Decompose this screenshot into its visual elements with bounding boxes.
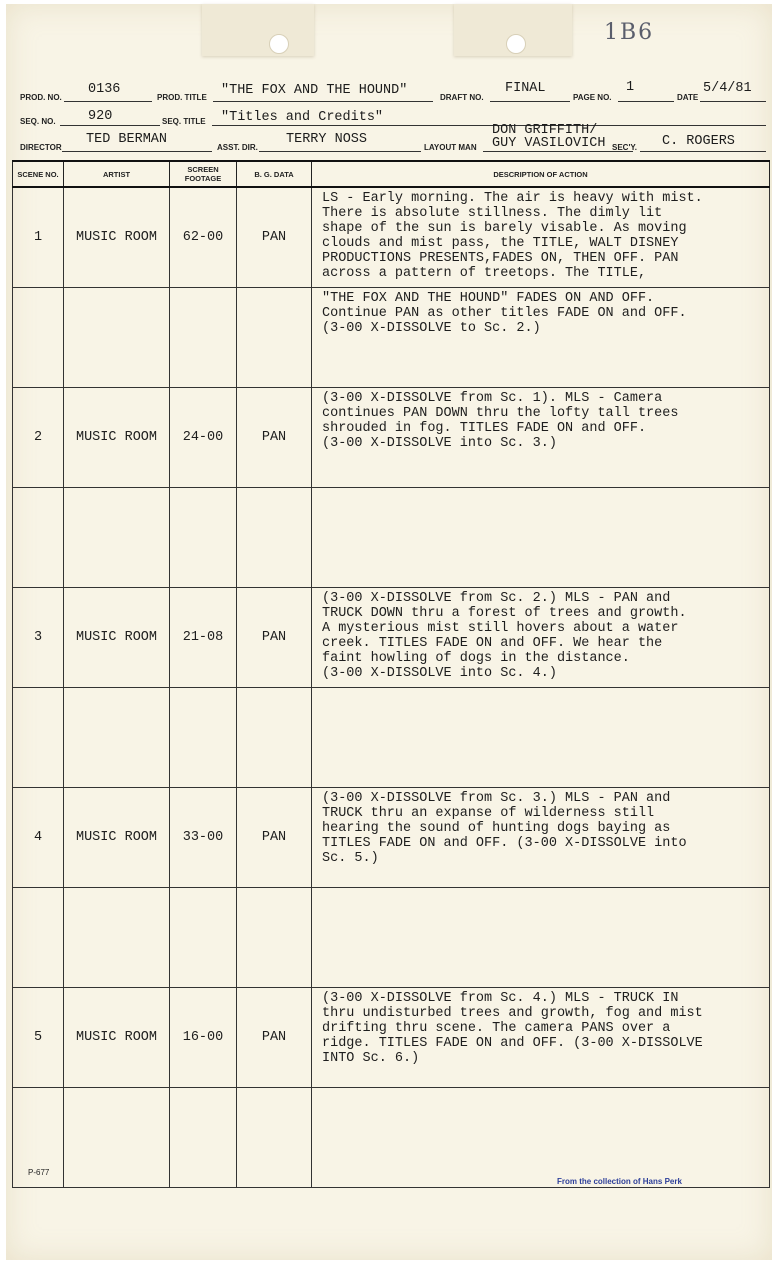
bg-data-cell: PAN bbox=[237, 388, 312, 488]
footage-cell: 33-00 bbox=[170, 788, 237, 888]
prod-no-value: 0136 bbox=[88, 82, 121, 97]
page-no-value: 1 bbox=[626, 80, 635, 95]
bg-data-cell bbox=[237, 488, 312, 588]
prod-no-label: PROD. NO. bbox=[20, 93, 62, 102]
description-cell: (3-00 X-DISSOLVE from Sc. 2.) MLS - PAN and TRUCK DOWN thru a forest of trees and growth. A mysterious mist still hovers about a water creek. TITLES FADE ON and OFF. We hear the faint howling of dogs in the distance. (3-00 X-DISSOLVE into Sc. 4.) bbox=[312, 588, 770, 688]
table-row bbox=[13, 187, 770, 288]
table-row bbox=[13, 888, 770, 988]
artist-cell bbox=[64, 288, 170, 388]
table-row bbox=[13, 488, 770, 588]
description-cell: (3-00 X-DISSOLVE from Sc. 3.) MLS - PAN and TRUCK thru an expanse of wilderness still hearing the sound of hunting dogs baying as TITLES FADE ON and OFF. (3-00 X-DISSOLVE into Sc. 5.) bbox=[312, 788, 770, 888]
collection-credit: From the collection of Hans Perk bbox=[557, 1177, 682, 1186]
table-row bbox=[13, 988, 770, 1088]
prod-title-label: PROD. TITLE bbox=[157, 93, 207, 102]
scene-number: 3 bbox=[13, 588, 64, 688]
layout-man-value-line2: GUY VASILOVICH bbox=[492, 136, 606, 151]
director-label: DIRECTOR bbox=[20, 143, 62, 152]
secy-value: C. ROGERS bbox=[662, 134, 735, 149]
handwritten-number: 1B6 bbox=[604, 20, 655, 45]
table-row bbox=[13, 788, 770, 888]
draft-no-line bbox=[490, 101, 570, 102]
date-line bbox=[700, 101, 766, 102]
artist-cell bbox=[64, 888, 170, 988]
seq-title-value: "Titles and Credits" bbox=[221, 110, 384, 125]
scene-number bbox=[13, 888, 64, 988]
artist-cell: MUSIC ROOM bbox=[64, 187, 170, 288]
secy-line bbox=[640, 151, 766, 152]
column-header-row bbox=[13, 161, 770, 187]
bg-data-cell bbox=[237, 1088, 312, 1188]
footage-cell bbox=[170, 688, 237, 788]
artist-cell bbox=[64, 688, 170, 788]
artist-cell: MUSIC ROOM bbox=[64, 388, 170, 488]
footage-cell: 24-00 bbox=[170, 388, 237, 488]
bg-data-cell bbox=[237, 288, 312, 388]
description-cell: "THE FOX AND THE HOUND" FADES ON AND OFF. Continue PAN as other titles FADE ON and OFF. (3-00 X-DISSOLVE to Sc. 2.) bbox=[312, 288, 770, 388]
artist-header: ARTIST bbox=[64, 161, 170, 187]
description-cell bbox=[312, 488, 770, 588]
page-no-label: PAGE NO. bbox=[573, 93, 612, 102]
seq-no-label: SEQ. NO. bbox=[20, 117, 56, 126]
screen-footage-header: SCREEN FOOTAGE bbox=[170, 161, 237, 187]
description-cell bbox=[312, 1088, 770, 1188]
asst-dir-line bbox=[259, 151, 421, 152]
description-header: DESCRIPTION OF ACTION bbox=[312, 161, 770, 187]
description-cell bbox=[312, 688, 770, 788]
footage-cell: 21-08 bbox=[170, 588, 237, 688]
prod-title-value: "THE FOX AND THE HOUND" bbox=[221, 83, 408, 98]
layout-man-label: LAYOUT MAN bbox=[424, 143, 477, 152]
seq-no-value: 920 bbox=[88, 109, 113, 124]
table-row bbox=[13, 588, 770, 688]
seq-title-label: SEQ. TITLE bbox=[162, 117, 206, 126]
page-no-line bbox=[618, 101, 674, 102]
form-code: P-677 bbox=[28, 1168, 50, 1177]
secy-label: SEC'Y. bbox=[612, 143, 638, 152]
description-cell: (3-00 X-DISSOLVE from Sc. 4.) MLS - TRUCK IN thru undisturbed trees and growth, fog and mist drifting thru scene. The camera PANS over a ridge. TITLES FADE ON and OFF. (3-00 X-DISSOLVE INTO Sc. 6.) bbox=[312, 988, 770, 1088]
table-row bbox=[13, 288, 770, 388]
bg-data-cell: PAN bbox=[237, 588, 312, 688]
footage-cell bbox=[170, 488, 237, 588]
scene-number: 1 bbox=[13, 187, 64, 288]
bg-data-cell: PAN bbox=[237, 187, 312, 288]
bg-data-cell: PAN bbox=[237, 988, 312, 1088]
artist-cell: MUSIC ROOM bbox=[64, 588, 170, 688]
artist-cell bbox=[64, 488, 170, 588]
draft-no-label: DRAFT NO. bbox=[440, 93, 484, 102]
scene-no-header: SCENE NO. bbox=[13, 161, 64, 187]
prod-no-line bbox=[64, 101, 152, 102]
scene-number: 4 bbox=[13, 788, 64, 888]
punch-hole-right bbox=[506, 34, 526, 54]
scene-number bbox=[13, 488, 64, 588]
director-line bbox=[62, 151, 212, 152]
draft-no-value: FINAL bbox=[505, 81, 546, 96]
prod-title-line bbox=[213, 101, 433, 102]
asst-dir-label: ASST. DIR. bbox=[217, 143, 258, 152]
footage-cell bbox=[170, 888, 237, 988]
footage-cell: 16-00 bbox=[170, 988, 237, 1088]
footage-cell: 62-00 bbox=[170, 187, 237, 288]
bg-data-cell bbox=[237, 688, 312, 788]
footage-cell bbox=[170, 1088, 237, 1188]
table-row bbox=[13, 688, 770, 788]
seq-no-line bbox=[60, 125, 160, 126]
punch-hole-left bbox=[269, 34, 289, 54]
bg-data-cell: PAN bbox=[237, 788, 312, 888]
scene-number: 2 bbox=[13, 388, 64, 488]
bg-data-cell bbox=[237, 888, 312, 988]
date-label: DATE bbox=[677, 93, 699, 102]
scene-table bbox=[12, 160, 770, 1188]
description-cell: LS - Early morning. The air is heavy with mist. There is absolute stillness. The dimly lit shape of the sun is barely visable. As moving clouds and mist pass, the TITLE, WALT DISNEY PRODUCTIONS PRESENTS,FADES ON, THEN OFF. PAN across a pattern of treetops. The TITLE, bbox=[312, 187, 770, 288]
table-row bbox=[13, 1088, 770, 1188]
scene-number: 5 bbox=[13, 988, 64, 1088]
table-row bbox=[13, 388, 770, 488]
footage-cell bbox=[170, 288, 237, 388]
artist-cell: MUSIC ROOM bbox=[64, 988, 170, 1088]
layout-man-line bbox=[483, 151, 633, 152]
artist-cell: MUSIC ROOM bbox=[64, 788, 170, 888]
seq-title-line bbox=[212, 125, 766, 126]
asst-dir-value: TERRY NOSS bbox=[286, 132, 368, 147]
artist-cell bbox=[64, 1088, 170, 1188]
tape-strip-left bbox=[202, 4, 314, 56]
director-value: TED BERMAN bbox=[86, 132, 168, 147]
bg-data-header: B. G. DATA bbox=[237, 161, 312, 187]
scene-number bbox=[13, 288, 64, 388]
scene-number bbox=[13, 688, 64, 788]
layout-man-value-line1: DON GRIFFITH/ bbox=[492, 123, 598, 138]
date-value: 5/4/81 bbox=[703, 81, 752, 96]
description-cell: (3-00 X-DISSOLVE from Sc. 1). MLS - Camera continues PAN DOWN thru the lofty tall trees shrouded in fog. TITLES FADE ON and OFF. (3-00 X-DISSOLVE into Sc. 3.) bbox=[312, 388, 770, 488]
description-cell bbox=[312, 888, 770, 988]
